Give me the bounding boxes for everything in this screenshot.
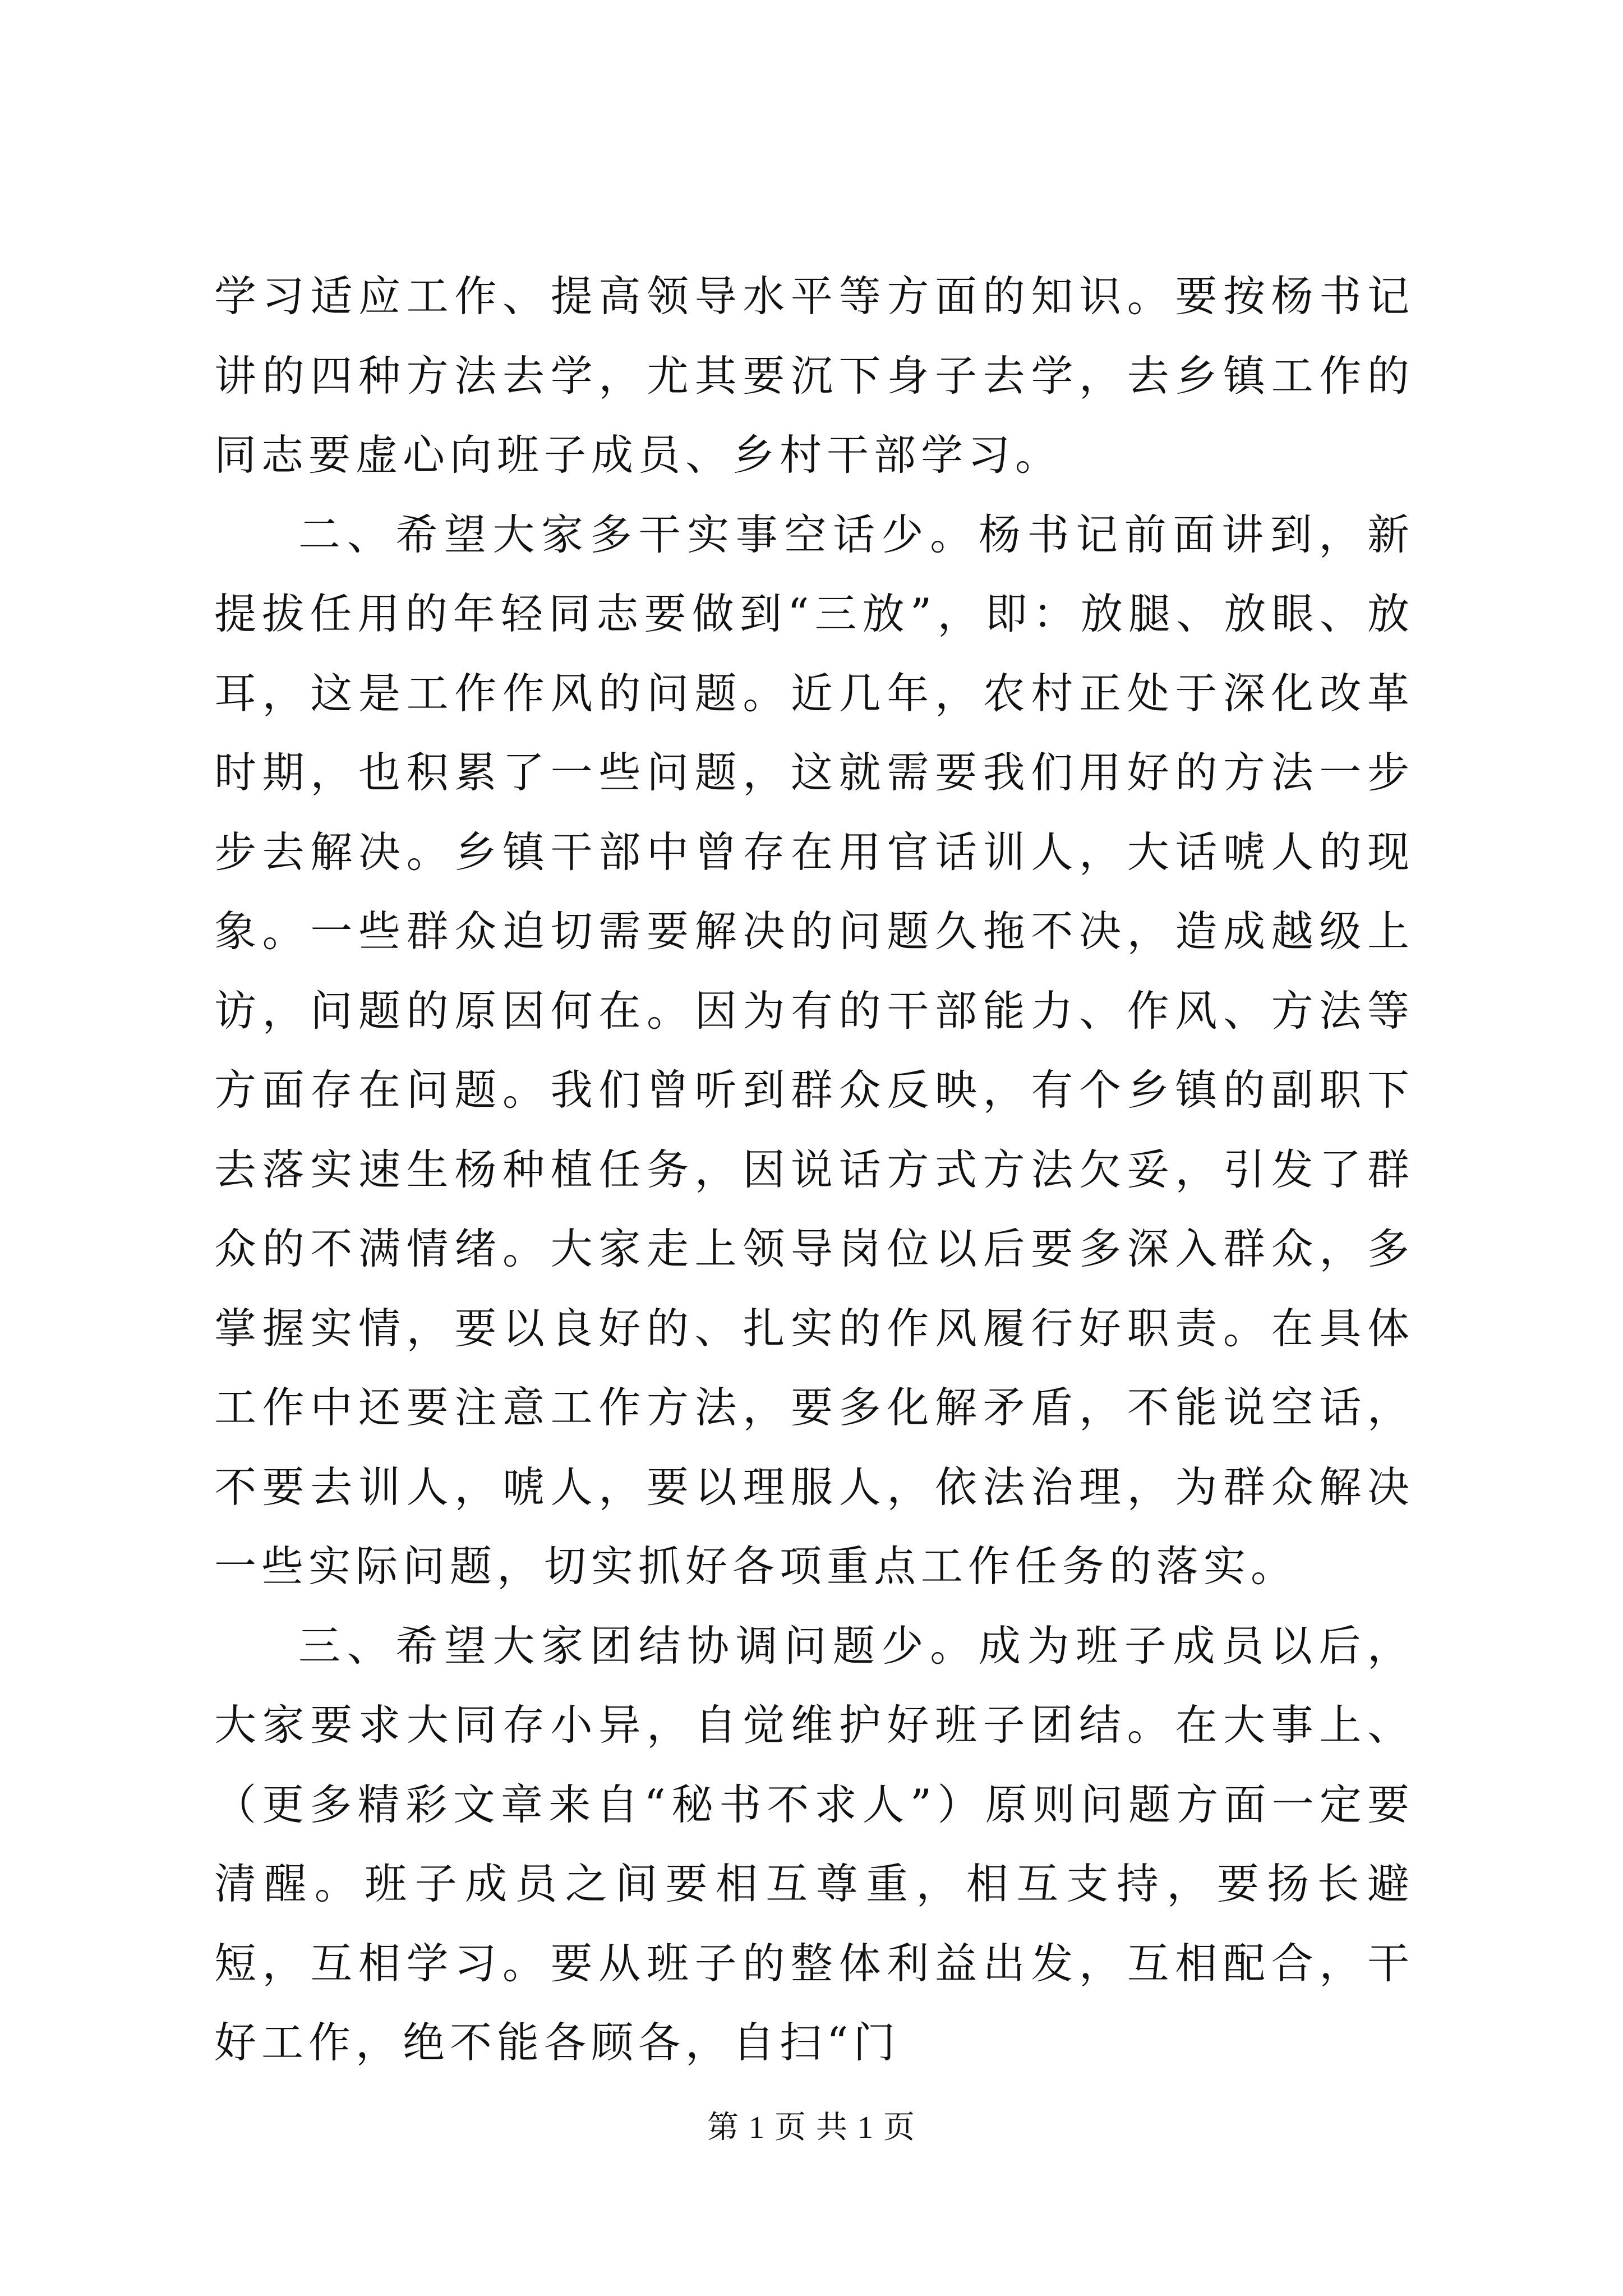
paragraph-1: 学习适应工作、提高领导水平等方面的知识。要按杨书记讲的四种方法去学，尤其要沉下身子去学，去乡镇工作的同志要虚心向班子成员、乡村干部学习。 bbox=[214, 272, 1414, 480]
paragraph-3: 三、希望大家团结协调问题少。成为班子成员以后，大家要求大同存小异，自觉维护好班子团结。在大事上、（更多精彩文章来自“秘书不求人”）原则问题方面一定要清醒。班子成员之间要相互尊重，相互支持，要扬长避短，互相学习。要从班子的整体利益出发，互相配合，干好工作，绝不能各顾各，自扫“门 bbox=[214, 1621, 1414, 2067]
page-footer: 第 1 页 共 1 页 bbox=[707, 2110, 916, 2145]
paragraph-2: 二、希望大家多干实事空话少。杨书记前面讲到，新提拔任用的年轻同志要做到“三放”，即：放腿、放眼、放耳，这是工作作风的问题。近几年，农村正处于深化改革时期，也积累了一些问题，这就需要我们用好的方法一步步去解决。乡镇干部中曾存在用官话训人，大话唬人的现象。一些群众迫切需要解决的问题久拖不决，造成越级上访，问题的原因何在。因为有的干部能力、作风、方法等方面存在问题。我们曾听到群众反映，有个乡镇的副职下去落实速生杨种植任务，因说话方式方法欠妥，引发了群众的不满情绪。大家走上领导岗位以后要多深入群众，多掌握实情，要以良好的、扎实的作风履行好职责。在具体工作中还要注意工作方法，要多化解矛盾，不能说空话，不要去训人，唬人，要以理服人，依法治理，为群众解决一些实际问题，切实抓好各项重点工作任务的落实。 bbox=[214, 509, 1414, 1591]
document-body bbox=[214, 257, 1414, 2083]
